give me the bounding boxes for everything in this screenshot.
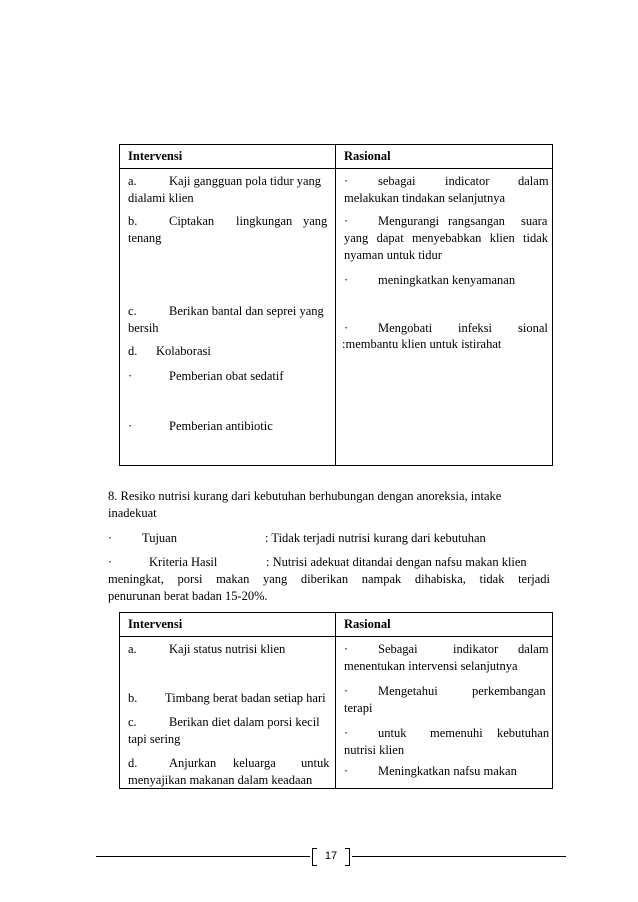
intervention-text: menyajikan makanan dalam keadaan [128, 773, 313, 787]
kriteria-text: penurunan berat badan 15-20%. [108, 589, 268, 603]
rationale-text: Mengetahui [378, 684, 438, 698]
rationale-text: memenuhi [430, 726, 483, 740]
footer-rule-left [96, 856, 310, 857]
bullet: · [128, 369, 133, 383]
rationale-text: terapi [344, 701, 373, 715]
bullet: · [344, 726, 349, 740]
rationale-text: untuk [378, 726, 407, 740]
rationale-text: Sebagai [378, 642, 418, 656]
intervention-table-2 [119, 612, 553, 789]
rationale-text: :membantu klien untuk istirahat [342, 337, 502, 351]
rationale-text: meningkatkan kenyamanan [378, 273, 516, 287]
item-marker: d. [128, 344, 138, 358]
rationale-text: menentukan intervensi selanjutnya [344, 659, 518, 673]
rationale-text: Meningkatkan nafsu makan [378, 764, 517, 778]
item-marker: a. [128, 174, 137, 188]
kriteria-text: meningkat, porsi makan yang diberikan nampak dihabiska, tidak terjadi [108, 572, 550, 586]
header-divider [120, 636, 552, 637]
tujuan-label: Tujuan [142, 531, 177, 545]
rationale-text: sional [518, 321, 548, 335]
header-intervensi: Intervensi [128, 149, 183, 163]
diagnosis-heading: 8. Resiko nutrisi kurang dari kebutuhan berhubungan dengan anoreksia, intake [108, 489, 502, 503]
bullet: · [344, 764, 349, 778]
column-divider [335, 145, 336, 465]
bullet: · [344, 684, 349, 698]
bullet: · [344, 273, 349, 287]
rationale-text: nyaman untuk tidur [344, 248, 442, 262]
rationale-text: yang dapat menyebabkan klien tidak [344, 231, 548, 245]
rationale-text: Mengurangi [378, 214, 440, 228]
intervention-text: Kolaborasi [156, 344, 211, 358]
item-marker: a. [128, 642, 137, 656]
header-rasional: Rasional [344, 617, 391, 631]
rationale-text: sebagai [378, 174, 416, 188]
rationale-text: indicator [445, 174, 490, 188]
item-marker: d. [128, 756, 138, 770]
bullet: · [344, 642, 349, 656]
intervention-text: Pemberian antibiotic [169, 419, 273, 433]
intervention-text: Berikan diet dalam porsi kecil [169, 715, 320, 729]
intervention-text: Anjurkan [169, 756, 217, 770]
bullet: · [108, 555, 113, 569]
page-number: 17 [324, 850, 338, 862]
kriteria-label: Kriteria Hasil [149, 555, 218, 569]
rationale-text: melakukan tindakan selanjutnya [344, 191, 506, 205]
rationale-text: perkembangan [472, 684, 546, 698]
header-divider [120, 168, 552, 169]
header-rasional: Rasional [344, 149, 391, 163]
item-marker: c. [128, 715, 137, 729]
rationale-text: indikator [453, 642, 499, 656]
footer-rule-right [352, 856, 566, 857]
intervention-text: bersih [128, 321, 159, 335]
rationale-text: nutrisi klien [344, 743, 405, 757]
intervention-text: dialami klien [128, 191, 194, 205]
intervention-text: keluarga [233, 756, 276, 770]
intervention-text: yang [303, 214, 328, 228]
intervention-text: Ciptakan [169, 214, 215, 228]
intervention-text: Kaji status nutrisi klien [169, 642, 286, 656]
intervention-text: Kaji gangguan pola tidur yang [169, 174, 322, 188]
column-divider [335, 613, 336, 788]
rationale-text: dalam [518, 642, 549, 656]
page-number-bracket-right [345, 848, 350, 866]
diagnosis-heading: inadekuat [108, 506, 157, 520]
intervention-text: Pemberian obat sedatif [169, 369, 284, 383]
intervention-text: Timbang berat badan setiap hari [165, 691, 326, 705]
tujuan-value: : Tidak terjadi nutrisi kurang dari kebutuhan [265, 531, 486, 545]
intervention-text: tapi sering [128, 732, 181, 746]
rationale-text: suara [521, 214, 548, 228]
intervention-text: lingkungan [236, 214, 293, 228]
bullet: · [344, 174, 349, 188]
intervention-text: untuk [301, 756, 330, 770]
rationale-text: dalam [518, 174, 549, 188]
item-marker: c. [128, 304, 137, 318]
rationale-text: Mengobati [378, 321, 433, 335]
intervention-table-1 [119, 144, 553, 466]
item-marker: b. [128, 214, 138, 228]
bullet: · [108, 531, 113, 545]
rationale-text: infeksi [458, 321, 493, 335]
intervention-text: tenang [128, 231, 162, 245]
kriteria-value: : Nutrisi adekuat ditandai dengan nafsu makan klien [266, 555, 527, 569]
bullet: · [344, 214, 349, 228]
item-marker: b. [128, 691, 138, 705]
rationale-text: rangsangan [448, 214, 505, 228]
rationale-text: kebutuhan [497, 726, 550, 740]
bullet: · [344, 321, 349, 335]
header-intervensi: Intervensi [128, 617, 183, 631]
bullet: · [128, 419, 133, 433]
intervention-text: Berikan bantal dan seprei yang [169, 304, 324, 318]
